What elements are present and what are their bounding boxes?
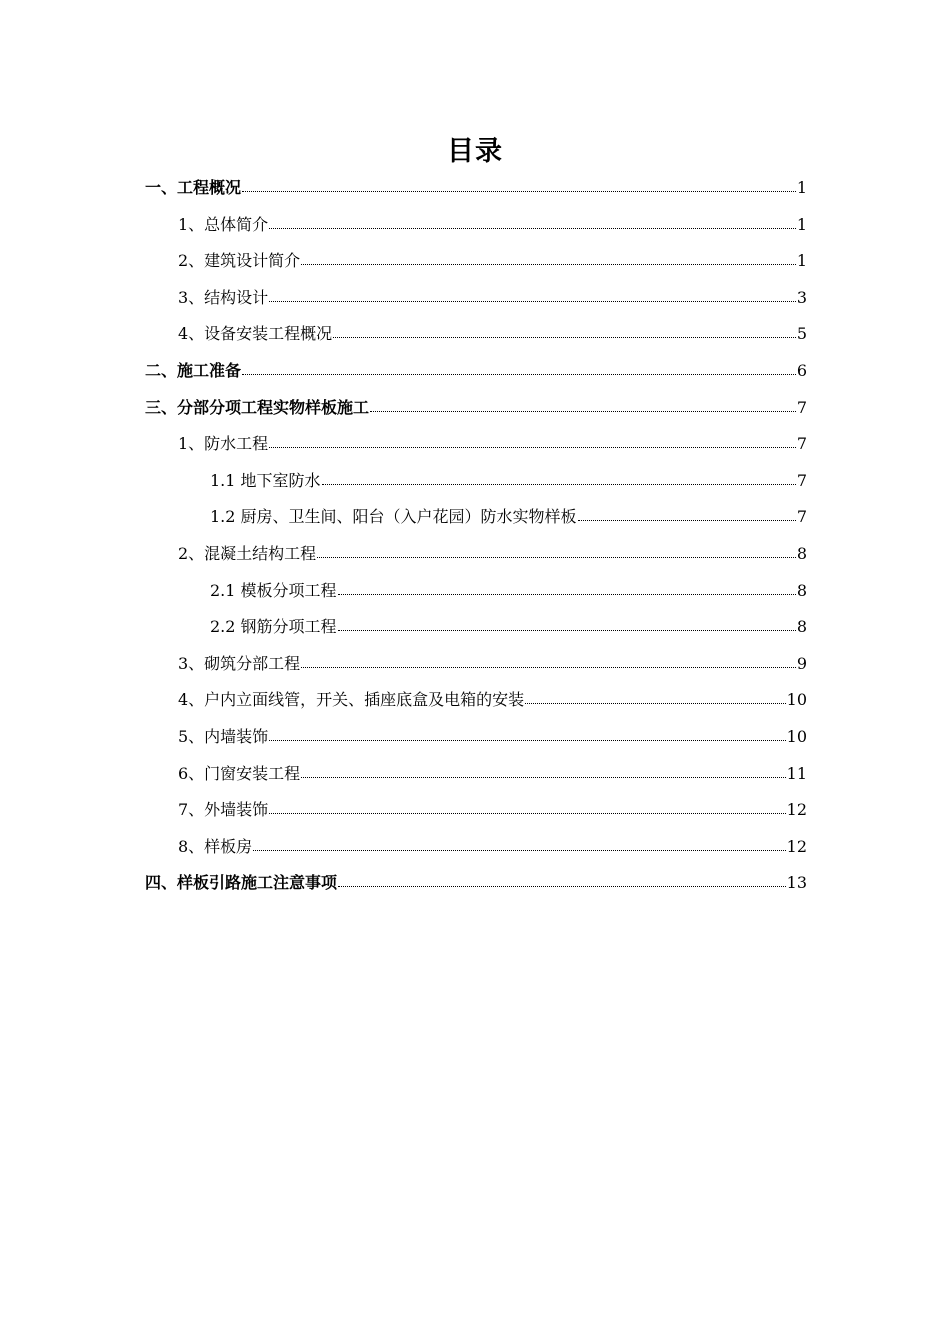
toc-list (145, 170, 807, 902)
toc-entry-page: 1 (796, 178, 807, 197)
dot-leader (301, 653, 796, 669)
dot-leader (269, 214, 796, 230)
dot-leader (322, 470, 796, 486)
dot-leader (269, 287, 796, 303)
dot-leader (269, 726, 785, 742)
toc-entry-label: 4、设备安装工程概况 (178, 324, 333, 344)
toc-entry[interactable] (145, 756, 807, 793)
dot-leader (253, 836, 785, 852)
toc-entry-page: 1 (796, 251, 807, 271)
toc-entry-label: 四、样板引路施工注意事项 (145, 873, 338, 893)
toc-entry[interactable] (145, 829, 807, 866)
dot-leader (242, 177, 796, 193)
toc-entry-page: 11 (786, 763, 807, 783)
toc-entry-label: 5、内墙装饰 (178, 726, 269, 746)
dot-leader (269, 433, 796, 449)
toc-entry[interactable] (145, 792, 807, 829)
toc-entry-label: 三、分部分项工程实物样板施工 (145, 397, 370, 417)
toc-entry-page: 7 (796, 507, 807, 527)
toc-entry-label: 2.2 钢筋分项工程 (210, 617, 337, 637)
toc-entry-page: 7 (796, 434, 807, 454)
toc-entry-page: 7 (796, 397, 807, 417)
dot-leader (338, 616, 796, 632)
dot-leader (269, 799, 785, 815)
toc-entry-label: 1.1 地下室防水 (210, 470, 321, 490)
toc-entry[interactable] (145, 646, 807, 683)
toc-entry-page: 9 (796, 653, 807, 673)
toc-entry-page: 12 (786, 800, 807, 820)
toc-entry-label: 3、砌筑分部工程 (178, 653, 301, 673)
toc-entry-label: 2、混凝土结构工程 (178, 543, 317, 563)
toc-entry-page: 12 (786, 836, 807, 856)
toc-entry-label: 二、施工准备 (145, 360, 242, 380)
toc-entry-label: 1.2 厨房、卫生间、阳台（入户花园）防水实物样板 (210, 507, 577, 527)
toc-entry-page: 8 (796, 543, 807, 563)
toc-entry[interactable] (145, 499, 807, 536)
toc-entry[interactable] (145, 353, 807, 390)
toc-entry-label: 2.1 模板分项工程 (210, 580, 337, 600)
toc-entry[interactable] (145, 243, 807, 280)
toc-entry-page: 6 (796, 360, 807, 380)
toc-entry[interactable] (145, 536, 807, 573)
toc-entry[interactable] (145, 390, 807, 427)
toc-entry[interactable] (145, 426, 807, 463)
toc-entry[interactable] (145, 463, 807, 500)
dot-leader (301, 763, 785, 779)
toc-entry-page: 13 (786, 873, 807, 893)
toc-entry-label: 一、工程概况 (145, 178, 242, 197)
toc-entry-label: 1、总体简介 (178, 214, 269, 234)
toc-entry-page: 10 (786, 726, 807, 746)
toc-entry-label: 8、样板房 (178, 836, 253, 856)
toc-entry-label: 4、户内立面线管，开关、插座底盒及电箱的安装 (178, 690, 525, 710)
dot-leader (242, 360, 796, 376)
dot-leader (338, 580, 796, 596)
toc-entry[interactable] (145, 280, 807, 317)
toc-entry-page: 3 (796, 287, 807, 307)
toc-entry-page: 10 (786, 690, 807, 710)
toc-entry[interactable] (145, 865, 807, 902)
dot-leader (317, 543, 796, 559)
toc-entry-label: 6、门窗安装工程 (178, 763, 301, 783)
toc-entry-page: 7 (796, 470, 807, 490)
toc-entry[interactable] (145, 207, 807, 244)
toc-title: 目录 (447, 136, 503, 167)
toc-entry-page: 8 (796, 580, 807, 600)
toc-entry-page: 1 (796, 214, 807, 234)
dot-leader (525, 689, 785, 705)
toc-entry-label: 1、防水工程 (178, 434, 269, 454)
toc-entry[interactable] (145, 719, 807, 756)
dot-leader (578, 506, 796, 522)
toc-entry-page: 8 (796, 617, 807, 637)
toc-entry-label: 2、建筑设计简介 (178, 251, 301, 271)
toc-entry[interactable] (145, 682, 807, 719)
dot-leader (301, 250, 796, 266)
dot-leader (338, 872, 786, 888)
dot-leader (333, 323, 796, 339)
toc-entry[interactable] (145, 573, 807, 610)
toc-entry[interactable] (145, 609, 807, 646)
toc-entry[interactable] (145, 316, 807, 353)
toc-entry-page: 5 (796, 324, 807, 344)
toc-entry-label: 7、外墙装饰 (178, 800, 269, 820)
dot-leader (370, 397, 796, 413)
toc-entry[interactable] (145, 170, 807, 207)
toc-entry-label: 3、结构设计 (178, 287, 269, 307)
